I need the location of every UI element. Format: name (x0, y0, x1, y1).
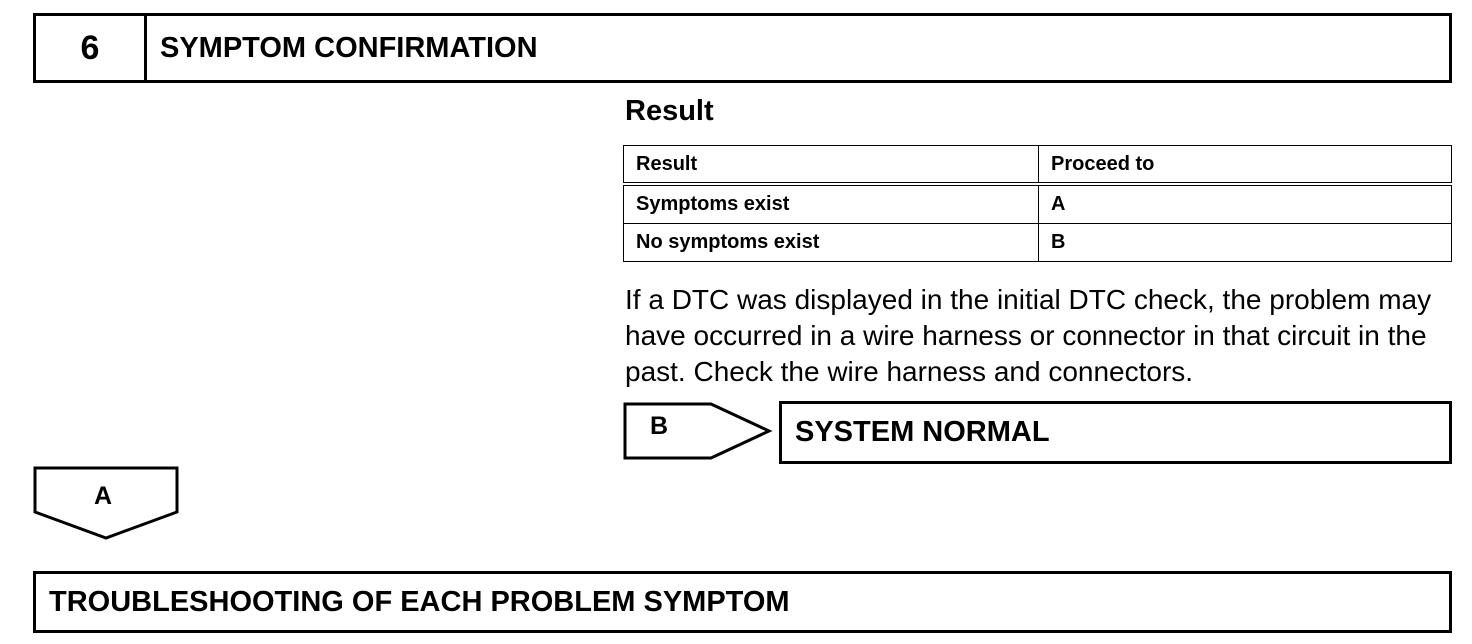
branch-b-label: B (650, 412, 669, 440)
result-heading: Result (625, 95, 714, 127)
table-header-row (624, 146, 1452, 185)
system-normal-box: SYSTEM NORMAL (779, 401, 1452, 464)
table-cell-result: No symptoms exist (624, 224, 1039, 262)
step-title: SYMPTOM CONFIRMATION (160, 31, 538, 64)
table-row (624, 184, 1452, 224)
branch-a-label: A (94, 482, 113, 510)
column-header-result: Result (624, 146, 1039, 185)
note-text: If a DTC was displayed in the initial DTC check, the problem may have occurred in a wire harness or connector in that circuit in the past. Check the wire harness and connectors. (625, 284, 1432, 387)
right-arrow-b-icon (623, 402, 773, 460)
table-cell-result: Symptoms exist (624, 184, 1039, 224)
table-row (624, 224, 1452, 262)
step-number: 6 (36, 16, 147, 80)
table-cell-proceed-to: A (1039, 184, 1452, 224)
table-cell-proceed-to: B (1039, 224, 1452, 262)
step-header-box (33, 13, 1452, 83)
result-table (623, 145, 1452, 262)
troubleshooting-box: TROUBLESHOOTING OF EACH PROBLEM SYMPTOM (33, 571, 1452, 633)
column-header-proceed-to: Proceed to (1039, 146, 1452, 185)
